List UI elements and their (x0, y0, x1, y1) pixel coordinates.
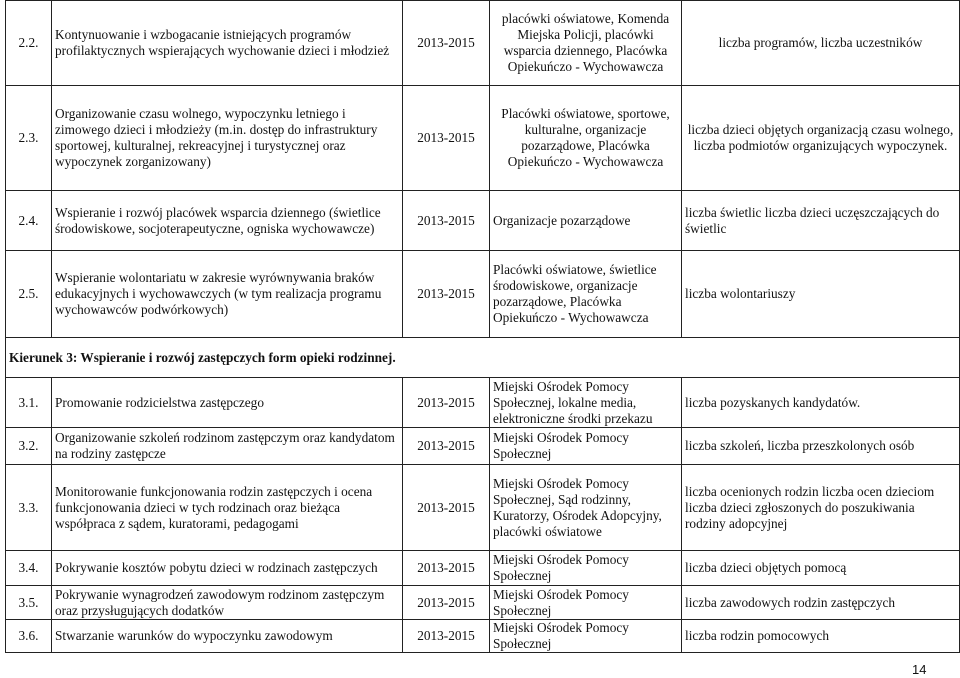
table-row (6, 378, 960, 428)
indicators: liczba dzieci objętych organizacją czasu wolnego, liczba podmiotów organizujących wypoczynek. (682, 86, 960, 191)
indicators: liczba świetlic liczba dzieci uczęszczających do świetlic (682, 191, 960, 251)
indicators: liczba wolontariuszy (682, 251, 960, 338)
period: 2013-2015 (403, 428, 490, 465)
task-description: Pokrywanie kosztów pobytu dzieci w rodzinach zastępczych (52, 551, 403, 586)
indicators: liczba pozyskanych kandydatów. (682, 378, 960, 428)
partners: Organizacje pozarządowe (490, 191, 682, 251)
task-description: Pokrywanie wynagrodzeń zawodowym rodzinom zastępczym oraz przysługujących dodatków (52, 586, 403, 620)
period: 2013-2015 (403, 378, 490, 428)
period: 2013-2015 (403, 465, 490, 551)
period: 2013-2015 (403, 586, 490, 620)
partners: Miejski Ośrodek Pomocy Społecznej (490, 551, 682, 586)
table-row (6, 1, 960, 86)
task-description: Kontynuowanie i wzbogacanie istniejących programów profilaktycznych wspierających wychowanie dzieci i młodzież (52, 1, 403, 86)
period: 2013-2015 (403, 620, 490, 653)
table-row (6, 428, 960, 465)
task-description: Stwarzanie warunków do wypoczynku zawodowym (52, 620, 403, 653)
partners: Placówki oświatowe, sportowe, kulturalne, organizacje pozarządowe, Placówka Opiekuńczo - Wychowawcza (490, 86, 682, 191)
page-number: 14 (912, 662, 927, 677)
row-number: 2.3. (6, 86, 52, 191)
partners: Miejski Ośrodek Pomocy Społecznej, Sąd rodzinny, Kuratorzy, Ośrodek Adopcyjny, placówki oświatowe (490, 465, 682, 551)
section-heading: Kierunek 3: Wspieranie i rozwój zastępczych form opieki rodzinnej. (6, 338, 960, 378)
partners: Miejski Ośrodek Pomocy Społecznej (490, 586, 682, 620)
task-description: Wspieranie wolontariatu w zakresie wyrównywania braków edukacyjnych i wychowawczych (w tym realizacja programu wychowawców podwórkowych) (52, 251, 403, 338)
partners: Placówki oświatowe, świetlice środowiskowe, organizacje pozarządowe, Placówka Opiekuńczo - Wychowawcza (490, 251, 682, 338)
indicators: liczba programów, liczba uczestników (682, 1, 960, 86)
task-description: Wspieranie i rozwój placówek wsparcia dziennego (świetlice środowiskowe, socjoterapeutyczne, ogniska wychowawcze) (52, 191, 403, 251)
row-number: 2.2. (6, 1, 52, 86)
table-row (6, 586, 960, 620)
indicators: liczba szkoleń, liczba przeszkolonych osób (682, 428, 960, 465)
row-number: 3.4. (6, 551, 52, 586)
indicators: liczba rodzin pomocowych (682, 620, 960, 653)
task-description: Monitorowanie funkcjonowania rodzin zastępczych i ocena funkcjonowania dzieci w tych rodzinach oraz bieżąca współpraca z sądem, kuratorami, pedagogami (52, 465, 403, 551)
table-row (6, 551, 960, 586)
row-number: 3.2. (6, 428, 52, 465)
row-number: 3.6. (6, 620, 52, 653)
partners: Miejski Ośrodek Pomocy Społecznej, lokalne media, elektroniczne środki przekazu (490, 378, 682, 428)
indicators: liczba dzieci objętych pomocą (682, 551, 960, 586)
indicators: liczba zawodowych rodzin zastępczych (682, 586, 960, 620)
partners: placówki oświatowe, Komenda Miejska Policji, placówki wsparcia dziennego, Placówka Opiekuńczo - Wychowawcza (490, 1, 682, 86)
row-number: 3.3. (6, 465, 52, 551)
period: 2013-2015 (403, 551, 490, 586)
table-row (6, 465, 960, 551)
section-heading-row (6, 338, 960, 378)
table-row (6, 620, 960, 653)
row-number: 2.4. (6, 191, 52, 251)
partners: Miejski Ośrodek Pomocy Społecznej (490, 620, 682, 653)
task-description: Promowanie rodzicielstwa zastępczego (52, 378, 403, 428)
table-row (6, 251, 960, 338)
table-row (6, 191, 960, 251)
task-description: Organizowanie szkoleń rodzinom zastępczym oraz kandydatom na rodziny zastępcze (52, 428, 403, 465)
table-row (6, 86, 960, 191)
row-number: 3.1. (6, 378, 52, 428)
row-number: 2.5. (6, 251, 52, 338)
period: 2013-2015 (403, 191, 490, 251)
period: 2013-2015 (403, 86, 490, 191)
row-number: 3.5. (6, 586, 52, 620)
indicators: liczba ocenionych rodzin liczba ocen dzieciom liczba dzieci zgłoszonych do poszukiwania rodziny adopcyjnej (682, 465, 960, 551)
period: 2013-2015 (403, 1, 490, 86)
partners: Miejski Ośrodek Pomocy Społecznej (490, 428, 682, 465)
period: 2013-2015 (403, 251, 490, 338)
task-description: Organizowanie czasu wolnego, wypoczynku letniego i zimowego dzieci i młodzieży (m.in. dostęp do infrastruktury sportowej, kulturalnej, rekreacyjnej i turystycznej oraz wypoczynek zorganizowany) (52, 86, 403, 191)
plan-table (5, 0, 960, 653)
